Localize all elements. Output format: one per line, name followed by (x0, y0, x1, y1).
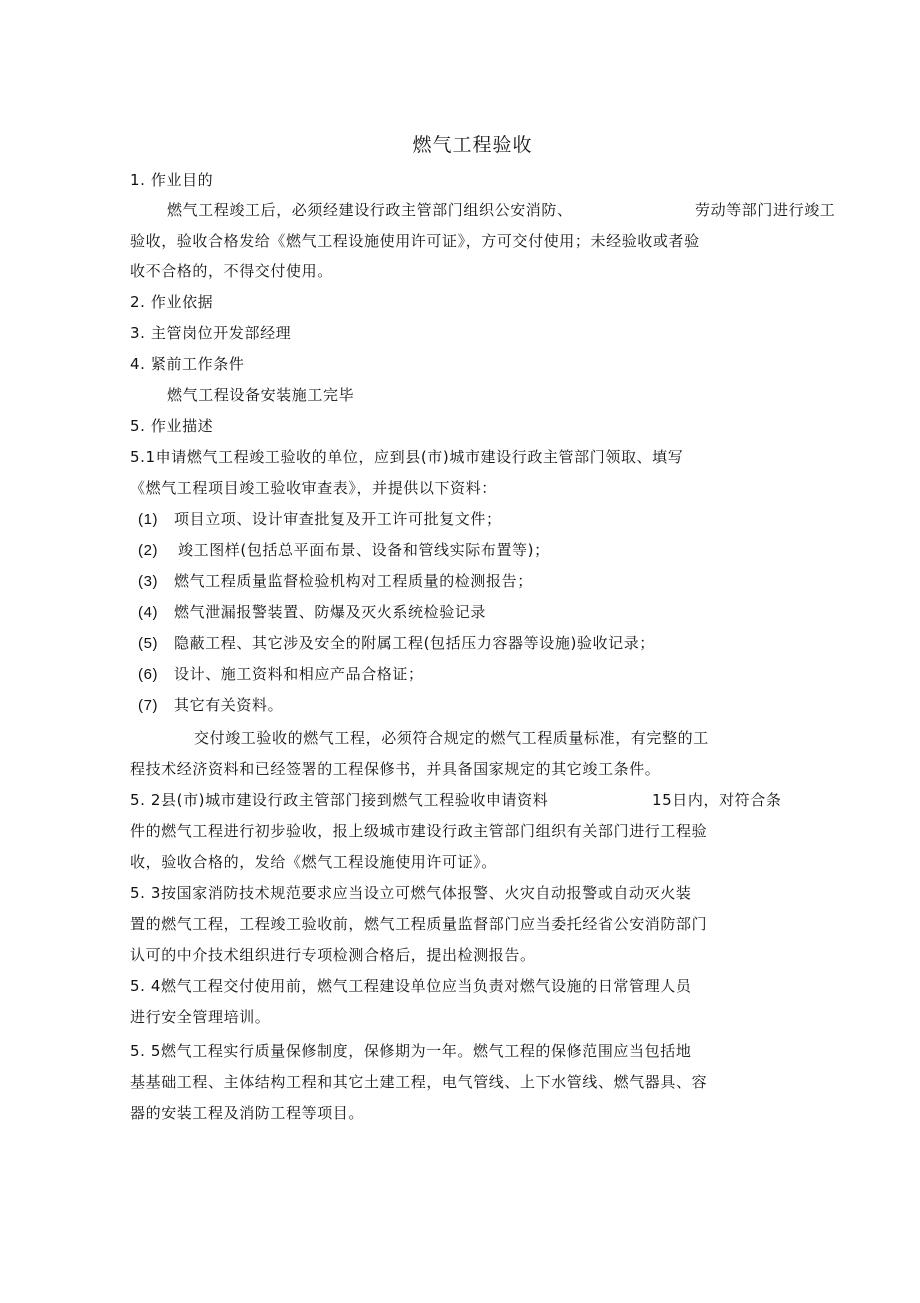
delivery-paragraph-line-1: 交付竣工验收的燃气工程，必须符合规定的燃气工程质量标准，有完整的工 (194, 729, 709, 747)
section-2-heading: 2. 作业依据 (130, 293, 214, 311)
list-item-number: (2) (138, 542, 159, 559)
list-item (138, 571, 533, 592)
list-item-number: (1) (138, 511, 159, 528)
list-item-number: (7) (138, 697, 159, 714)
section-1-paragraph-line-2: 验收，验收合格发给《燃气工程设施使用许可证》，方可交付使用；未经验收或者验 (130, 232, 700, 250)
list-item-number: (6) (138, 666, 159, 683)
list-item-text: 设计、施工资料和相应产品合格证； (174, 665, 424, 683)
section-5-1-line-1: 5.1申请燃气工程竣工验收的单位，应到县(市)城市建设行政主管部门领取、填写 (130, 448, 684, 466)
section-5-5-line-2: 基基础工程、主体结构工程和其它土建工程，电气管线、上下水管线、燃气器具、容 (130, 1073, 708, 1091)
section-5-2-line-1a: 5. 2县(市)城市建设行政主管部门接到燃气工程验收申请资料 (130, 791, 549, 809)
section-5-2-line-2: 件的燃气工程进行初步验收，报上级城市建设行政主管部门组织有关部门进行工程验 (130, 822, 708, 840)
document-title: 燃气工程验收 (412, 134, 533, 156)
delivery-paragraph-line-2: 程技术经济资料和已经签署的工程保修书，并具备国家规定的其它竣工条件。 (130, 760, 661, 778)
section-5-3-line-2: 置的燃气工程，工程竣工验收前，燃气工程质量监督部门应当委托经省公安消防部门 (130, 915, 708, 933)
section-5-3-line-3: 认可的中介技术组织进行专项检测合格后，提出检测报告。 (130, 946, 536, 964)
section-4-heading: 4. 紧前工作条件 (130, 355, 245, 373)
list-item-text: 其它有关资料。 (174, 696, 284, 714)
list-item-text: 竣工图样(包括总平面布景、设备和管线实际布置等)； (178, 541, 550, 559)
list-item (138, 509, 502, 530)
section-4-body: 燃气工程设备安装施工完毕 (167, 386, 355, 404)
list-item-text: 隐蔽工程、其它涉及安全的附属工程(包括压力容器等设施)验收记录； (174, 634, 655, 652)
list-item (138, 633, 655, 654)
list-item-text: 燃气泄漏报警装置、防爆及灭火系统检验记录 (174, 603, 487, 621)
section-5-1-line-2: 《燃气工程项目竣工验收审查表》，并提供以下资料： (130, 479, 497, 497)
section-5-5-line-3: 器的安装工程及消防工程等项目。 (130, 1104, 365, 1122)
section-5-4-line-1: 5. 4燃气工程交付使用前，燃气工程建设单位应当负责对燃气设施的日常管理人员 (130, 977, 692, 995)
list-item (138, 664, 424, 685)
section-5-5-line-1: 5. 5燃气工程实行质量保修制度，保修期为一年。燃气工程的保修范围应当包括地 (130, 1042, 692, 1060)
list-item-number: (5) (138, 635, 159, 652)
section-5-3-line-1: 5. 3按国家消防技术规范要求应当设立可燃气体报警、火灾自动报警或自动灭火装 (130, 884, 692, 902)
list-item-text: 燃气工程质量监督检验机构对工程质量的检测报告； (174, 572, 533, 590)
section-1-paragraph-line-1b: 劳动等部门进行竣工 (695, 201, 836, 219)
section-1-heading: 1. 作业目的 (130, 171, 214, 189)
section-5-4-line-2: 进行安全管理培训。 (130, 1008, 271, 1026)
section-1-paragraph-line-3: 收不合格的，不得交付使用。 (130, 262, 333, 280)
list-item (138, 695, 283, 716)
section-5-2-line-1b: 15日内，对符合条 (652, 791, 782, 809)
section-5-heading: 5. 作业描述 (130, 417, 214, 435)
list-item-number: (3) (138, 573, 159, 590)
list-item (138, 602, 486, 623)
section-3-heading: 3. 主管岗位开发部经理 (130, 324, 292, 342)
list-item-number: (4) (138, 604, 159, 621)
section-1-paragraph-line-1a: 燃气工程竣工后，必须经建设行政主管部门组织公安消防、 (167, 201, 573, 219)
section-5-2-line-3: 收，验收合格的，发给《燃气工程设施使用许可证》。 (130, 853, 497, 871)
list-item (138, 540, 550, 561)
list-item-text: 项目立项、设计审查批复及开工许可批复文件； (174, 510, 502, 528)
